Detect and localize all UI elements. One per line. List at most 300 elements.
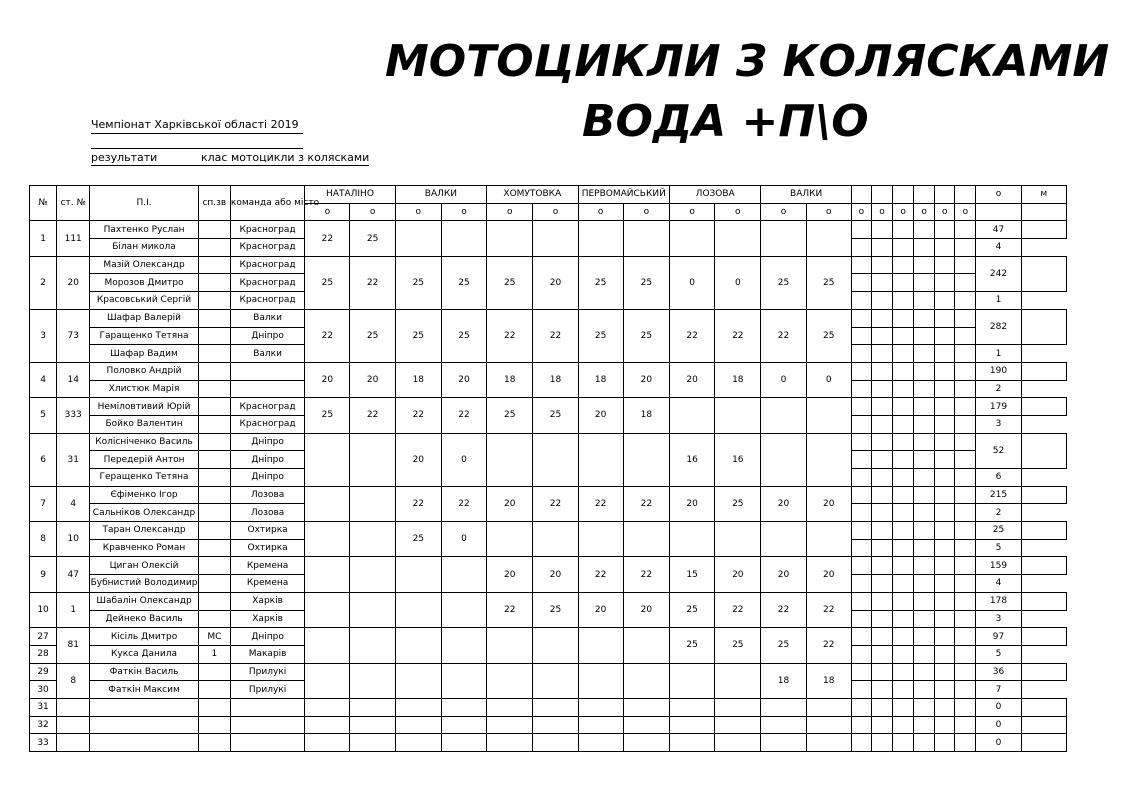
class-label: клас мотоцикли з колясками xyxy=(201,151,370,164)
extra-cell xyxy=(955,451,976,469)
extra-cell xyxy=(893,610,914,628)
table-row xyxy=(30,256,1067,274)
extra-cell xyxy=(893,681,914,699)
extra-cell xyxy=(851,716,871,734)
score-cell: 22 xyxy=(533,309,578,362)
row-team: Дніпро xyxy=(230,469,304,487)
header-place: м xyxy=(1021,186,1066,204)
row-name: Фаткін Василь xyxy=(90,663,199,681)
score-cell xyxy=(715,221,761,256)
extra-cell xyxy=(871,274,892,292)
extra-cell xyxy=(914,239,935,257)
row-team: Кремена xyxy=(230,557,304,575)
score-cell xyxy=(487,522,533,557)
extra-cell xyxy=(851,486,871,504)
header-race: о xyxy=(487,203,533,221)
extra-cell xyxy=(935,221,955,239)
score-cell xyxy=(578,522,623,557)
table-row xyxy=(30,557,1067,575)
extra-cell xyxy=(955,698,976,716)
extra-cell xyxy=(851,645,871,663)
extra-cell xyxy=(851,309,871,327)
score-cell xyxy=(350,522,395,557)
score-cell: 22 xyxy=(806,592,851,627)
score-cell: 25 xyxy=(806,256,851,309)
extra-cell xyxy=(871,327,892,345)
row-rank xyxy=(198,610,230,628)
score-cell xyxy=(395,734,441,752)
score-cell: 22 xyxy=(806,628,851,663)
extra-cell xyxy=(955,575,976,593)
extra-cell xyxy=(935,628,955,646)
extra-cell xyxy=(955,504,976,522)
total-cell: 215 xyxy=(976,486,1021,504)
score-cell xyxy=(350,557,395,592)
row-name: Сальніков Олександр xyxy=(90,504,199,522)
extra-cell xyxy=(914,645,935,663)
extra-cell xyxy=(893,380,914,398)
total-cell: 282 xyxy=(976,309,1021,344)
score-cell xyxy=(578,628,623,663)
extra-cell xyxy=(851,415,871,433)
row-name: Пахтенко Руслан xyxy=(90,221,199,239)
extra-cell xyxy=(955,628,976,646)
extra-cell xyxy=(955,557,976,575)
row-rank xyxy=(198,663,230,681)
extra-cell xyxy=(871,698,892,716)
extra-cell xyxy=(851,345,871,363)
score-cell: 18 xyxy=(533,362,578,397)
score-cell xyxy=(669,663,714,698)
row-team: Прилукі xyxy=(230,663,304,681)
score-cell xyxy=(487,698,533,716)
score-cell xyxy=(533,522,578,557)
score-cell: 20 xyxy=(806,557,851,592)
extra-cell xyxy=(851,522,871,540)
header-race: о xyxy=(578,203,623,221)
row-num: 33 xyxy=(30,734,57,752)
extra-cell xyxy=(935,327,955,345)
empty-cell xyxy=(90,716,199,734)
score-cell: 20 xyxy=(669,362,714,397)
row-name: Геращенко Тетяна xyxy=(90,469,199,487)
score-cell xyxy=(623,663,669,698)
championship-label: Чемпіонат Харківської області 2019 xyxy=(91,118,303,134)
place-spacer xyxy=(1021,557,1066,575)
row-start-num: 14 xyxy=(57,362,90,397)
row-name: Кравченко Роман xyxy=(90,539,199,557)
extra-cell xyxy=(914,698,935,716)
row-team: Дніпро xyxy=(230,628,304,646)
extra-cell xyxy=(893,345,914,363)
place-spacer xyxy=(1021,433,1066,468)
place-spacer xyxy=(1021,628,1066,646)
score-cell: 20 xyxy=(395,433,441,486)
page-subtitle: ВОДА +П\О xyxy=(582,96,869,147)
row-name: Фаткін Максим xyxy=(90,681,199,699)
row-team: Красноград xyxy=(230,256,304,274)
score-cell: 22 xyxy=(395,486,441,521)
extra-cell xyxy=(935,469,955,487)
extra-cell xyxy=(914,522,935,540)
extra-cell xyxy=(871,469,892,487)
row-num: 3 xyxy=(30,309,57,362)
extra-cell xyxy=(914,486,935,504)
extra-cell xyxy=(914,610,935,628)
score-cell xyxy=(305,433,350,486)
extra-cell xyxy=(893,486,914,504)
row-name: Дейнеко Василь xyxy=(90,610,199,628)
score-cell xyxy=(623,734,669,752)
extra-cell xyxy=(851,362,871,380)
extra-cell xyxy=(914,327,935,345)
extra-cell xyxy=(851,221,871,239)
place-spacer xyxy=(1021,486,1066,504)
extra-cell xyxy=(935,451,955,469)
score-cell: 20 xyxy=(487,557,533,592)
header-empty xyxy=(935,186,955,204)
score-cell xyxy=(578,734,623,752)
total-cell: 0 xyxy=(976,698,1021,716)
score-cell: 22 xyxy=(578,486,623,521)
score-cell xyxy=(305,522,350,557)
extra-cell xyxy=(893,645,914,663)
row-num: 1 xyxy=(30,221,57,256)
extra-cell xyxy=(871,451,892,469)
table-row xyxy=(30,698,1067,716)
header-name: П.І. xyxy=(90,186,199,221)
score-cell: 25 xyxy=(350,309,395,362)
row-name: Шафар Валерій xyxy=(90,309,199,327)
extra-cell xyxy=(955,309,976,327)
place-cell xyxy=(1021,734,1066,752)
row-rank xyxy=(198,433,230,451)
extra-cell xyxy=(893,575,914,593)
score-cell xyxy=(305,557,350,592)
extra-cell xyxy=(893,433,914,451)
score-cell xyxy=(669,698,714,716)
extra-cell xyxy=(935,610,955,628)
row-rank xyxy=(198,398,230,416)
extra-cell xyxy=(935,681,955,699)
extra-cell xyxy=(893,362,914,380)
table-row xyxy=(30,398,1067,416)
score-cell: 22 xyxy=(395,398,441,433)
extra-cell xyxy=(893,451,914,469)
row-start-num: 1 xyxy=(57,592,90,627)
row-num: 9 xyxy=(30,557,57,592)
extra-cell xyxy=(871,256,892,274)
score-cell: 25 xyxy=(395,256,441,309)
row-rank xyxy=(198,592,230,610)
score-cell xyxy=(487,663,533,698)
divider xyxy=(91,148,303,149)
score-cell xyxy=(578,716,623,734)
row-start-num: 8 xyxy=(57,663,90,698)
score-cell xyxy=(487,628,533,663)
row-team: Валки xyxy=(230,345,304,363)
row-num: 8 xyxy=(30,522,57,557)
row-rank xyxy=(198,539,230,557)
place-cell: 4 xyxy=(976,239,1021,257)
extra-cell xyxy=(914,380,935,398)
row-team: Валки xyxy=(230,309,304,327)
extra-cell xyxy=(955,274,976,292)
score-cell xyxy=(806,221,851,256)
score-cell xyxy=(533,716,578,734)
row-rank xyxy=(198,345,230,363)
total-cell: 178 xyxy=(976,592,1021,610)
extra-cell xyxy=(893,716,914,734)
extra-cell xyxy=(955,592,976,610)
score-cell: 22 xyxy=(715,592,761,627)
header-race: о xyxy=(893,203,914,221)
score-cell xyxy=(669,734,714,752)
empty-cell xyxy=(198,698,230,716)
extra-cell xyxy=(851,239,871,257)
score-cell xyxy=(533,433,578,486)
score-cell xyxy=(350,716,395,734)
row-start-num: 73 xyxy=(57,309,90,362)
extra-cell xyxy=(871,734,892,752)
row-name: Кукса Данила xyxy=(90,645,199,663)
empty-cell xyxy=(57,716,90,734)
row-rank xyxy=(198,681,230,699)
extra-cell xyxy=(871,592,892,610)
score-cell xyxy=(623,716,669,734)
score-cell xyxy=(669,398,714,433)
score-cell: 25 xyxy=(487,256,533,309)
score-cell xyxy=(441,716,486,734)
extra-cell xyxy=(851,380,871,398)
score-cell xyxy=(715,698,761,716)
extra-cell xyxy=(893,698,914,716)
score-cell xyxy=(395,698,441,716)
score-cell xyxy=(761,734,806,752)
score-cell xyxy=(806,433,851,486)
extra-cell xyxy=(893,734,914,752)
row-start-num: 47 xyxy=(57,557,90,592)
extra-cell xyxy=(871,398,892,416)
extra-cell xyxy=(955,716,976,734)
extra-cell xyxy=(851,698,871,716)
row-name: Неміловтивий Юрій xyxy=(90,398,199,416)
score-cell xyxy=(761,716,806,734)
score-cell: 0 xyxy=(441,433,486,486)
extra-cell xyxy=(914,345,935,363)
empty-cell xyxy=(198,734,230,752)
table-header-row xyxy=(30,186,1067,204)
row-rank: 1 xyxy=(198,645,230,663)
extra-cell xyxy=(914,628,935,646)
header-race: о xyxy=(851,203,871,221)
extra-cell xyxy=(914,592,935,610)
score-cell xyxy=(441,698,486,716)
extra-cell xyxy=(851,610,871,628)
row-name: Циган Олексій xyxy=(90,557,199,575)
row-team: Лозова xyxy=(230,504,304,522)
score-cell: 25 xyxy=(395,522,441,557)
score-cell: 22 xyxy=(305,309,350,362)
extra-cell xyxy=(871,292,892,310)
header-total: о xyxy=(976,186,1021,204)
extra-cell xyxy=(914,274,935,292)
extra-cell xyxy=(851,539,871,557)
row-name: Бойко Валентин xyxy=(90,415,199,433)
row-team: Охтирка xyxy=(230,522,304,540)
row-rank xyxy=(198,557,230,575)
extra-cell xyxy=(935,504,955,522)
header-num: № xyxy=(30,186,57,221)
extra-cell xyxy=(893,628,914,646)
extra-cell xyxy=(914,451,935,469)
extra-cell xyxy=(914,663,935,681)
score-cell xyxy=(623,628,669,663)
extra-cell xyxy=(871,415,892,433)
score-cell xyxy=(305,592,350,627)
extra-cell xyxy=(851,628,871,646)
extra-cell xyxy=(851,734,871,752)
extra-cell xyxy=(955,663,976,681)
extra-cell xyxy=(914,734,935,752)
extra-cell xyxy=(871,345,892,363)
score-cell: 20 xyxy=(305,362,350,397)
extra-cell xyxy=(893,256,914,274)
score-cell xyxy=(806,398,851,433)
row-rank xyxy=(198,362,230,380)
score-cell: 22 xyxy=(487,592,533,627)
table-row xyxy=(30,221,1067,239)
extra-cell xyxy=(851,256,871,274)
extra-cell xyxy=(893,292,914,310)
score-cell xyxy=(715,522,761,557)
score-cell: 18 xyxy=(395,362,441,397)
row-team xyxy=(230,380,304,398)
row-rank xyxy=(198,274,230,292)
row-name: Мазій Олександр xyxy=(90,256,199,274)
score-cell: 25 xyxy=(441,309,486,362)
extra-cell xyxy=(935,522,955,540)
extra-cell xyxy=(893,663,914,681)
row-team: Макарів xyxy=(230,645,304,663)
extra-cell xyxy=(871,504,892,522)
extra-cell xyxy=(851,451,871,469)
score-cell: 20 xyxy=(578,592,623,627)
table-row xyxy=(30,663,1067,681)
score-cell: 25 xyxy=(623,256,669,309)
score-cell: 22 xyxy=(623,557,669,592)
score-cell: 20 xyxy=(533,557,578,592)
score-cell: 0 xyxy=(669,256,714,309)
extra-cell xyxy=(851,663,871,681)
place-cell: 2 xyxy=(976,380,1021,398)
extra-cell xyxy=(935,645,955,663)
extra-cell xyxy=(955,469,976,487)
score-cell xyxy=(806,716,851,734)
header-empty xyxy=(955,186,976,204)
header-stage: ВАЛКИ xyxy=(395,186,486,204)
score-cell xyxy=(533,734,578,752)
row-team: Дніпро xyxy=(230,451,304,469)
score-cell xyxy=(578,663,623,698)
total-cell: 0 xyxy=(976,716,1021,734)
extra-cell xyxy=(955,362,976,380)
extra-cell xyxy=(871,221,892,239)
empty-cell xyxy=(230,698,304,716)
extra-cell xyxy=(871,628,892,646)
score-cell xyxy=(533,698,578,716)
extra-cell xyxy=(935,539,955,557)
row-team: Красноград xyxy=(230,239,304,257)
header-race: о xyxy=(955,203,976,221)
score-cell xyxy=(761,398,806,433)
row-name: Бубнистий Володимир xyxy=(90,575,199,593)
row-rank xyxy=(198,256,230,274)
score-cell: 22 xyxy=(761,592,806,627)
extra-cell xyxy=(955,734,976,752)
extra-cell xyxy=(955,345,976,363)
place-cell: 3 xyxy=(976,415,1021,433)
score-cell xyxy=(487,716,533,734)
extra-cell xyxy=(914,256,935,274)
extra-cell xyxy=(871,486,892,504)
row-num: 28 xyxy=(30,645,57,663)
extra-cell xyxy=(955,256,976,274)
extra-cell xyxy=(893,398,914,416)
score-cell: 18 xyxy=(715,362,761,397)
score-cell: 20 xyxy=(350,362,395,397)
extra-cell xyxy=(851,274,871,292)
score-cell xyxy=(395,557,441,592)
score-cell xyxy=(715,734,761,752)
row-team: Красноград xyxy=(230,398,304,416)
score-cell: 20 xyxy=(578,398,623,433)
extra-cell xyxy=(935,734,955,752)
place-cell: 7 xyxy=(976,681,1021,699)
place-cell: 5 xyxy=(976,645,1021,663)
score-cell xyxy=(350,734,395,752)
extra-cell xyxy=(914,716,935,734)
row-name: Колісніченко Василь xyxy=(90,433,199,451)
score-cell: 16 xyxy=(669,433,714,486)
extra-cell xyxy=(914,292,935,310)
header-empty xyxy=(871,186,892,204)
row-num: 10 xyxy=(30,592,57,627)
extra-cell xyxy=(893,504,914,522)
score-cell: 20 xyxy=(623,592,669,627)
score-cell: 22 xyxy=(623,486,669,521)
row-team: Красноград xyxy=(230,415,304,433)
score-cell xyxy=(806,734,851,752)
header-race: о xyxy=(715,203,761,221)
extra-cell xyxy=(914,221,935,239)
empty-cell xyxy=(230,716,304,734)
extra-cell xyxy=(893,274,914,292)
score-cell xyxy=(350,486,395,521)
extra-cell xyxy=(914,469,935,487)
extra-cell xyxy=(893,539,914,557)
score-cell xyxy=(441,663,486,698)
row-name: Передерій Антон xyxy=(90,451,199,469)
total-cell: 159 xyxy=(976,557,1021,575)
extra-cell xyxy=(914,575,935,593)
row-team: Красноград xyxy=(230,274,304,292)
extra-cell xyxy=(955,327,976,345)
total-cell: 52 xyxy=(976,433,1021,468)
extra-cell xyxy=(935,698,955,716)
extra-cell xyxy=(871,239,892,257)
row-team: Красноград xyxy=(230,221,304,239)
